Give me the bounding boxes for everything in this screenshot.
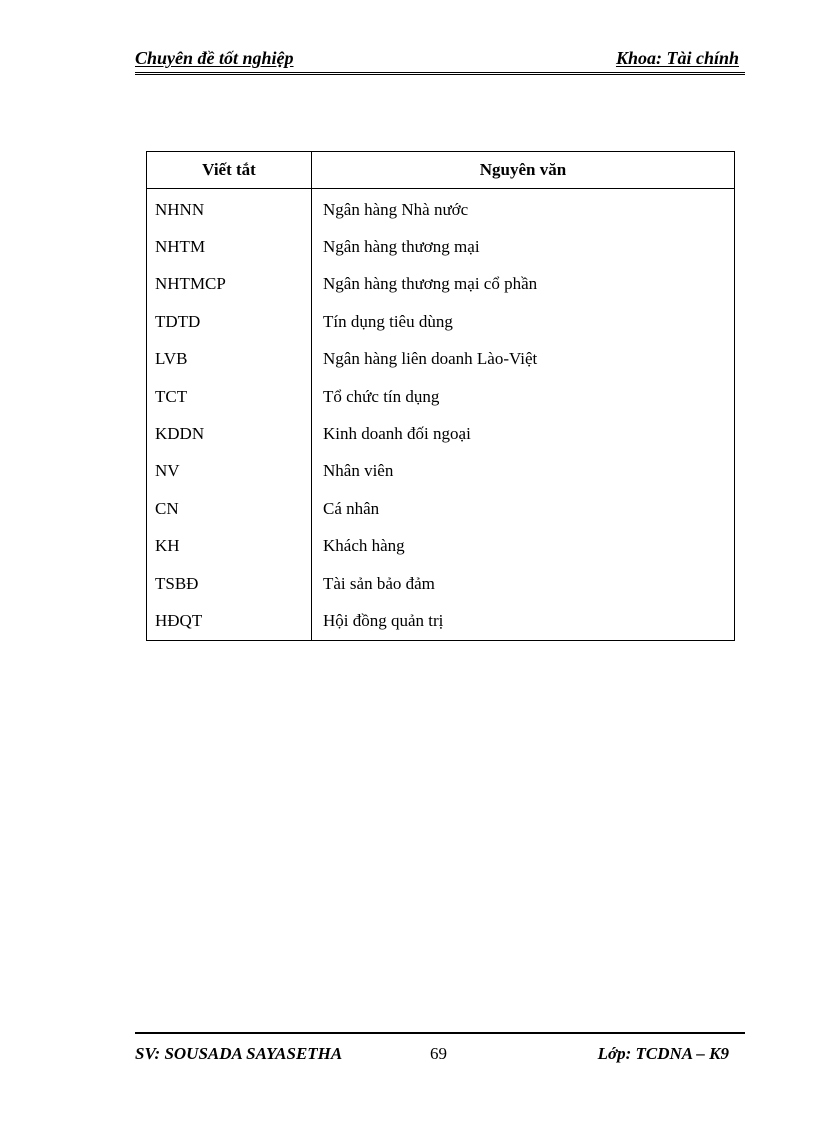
abbreviation-cell: NHTMCP <box>147 266 312 303</box>
table-row <box>147 453 735 490</box>
table-row <box>147 341 735 378</box>
header-title: Chuyên đề tốt nghiệp <box>135 48 294 68</box>
page-header <box>135 46 745 75</box>
page-number: 69 <box>430 1044 447 1063</box>
table-row <box>147 490 735 527</box>
table-row <box>147 565 735 602</box>
abbreviation-cell: NV <box>147 453 312 490</box>
abbreviation-cell: HĐQT <box>147 602 312 640</box>
full-text-cell: Tài sản bảo đảm <box>312 565 735 602</box>
column-header-full-text: Nguyên văn <box>312 152 735 189</box>
header-department: Khoa: Tài chính <box>615 48 739 68</box>
footer-divider <box>135 1032 745 1034</box>
abbreviation-cell: NHNN <box>147 189 312 229</box>
table-row <box>147 415 735 452</box>
page-footer <box>135 1044 735 1070</box>
abbreviation-cell: KDDN <box>147 415 312 452</box>
abbreviation-cell: TSBĐ <box>147 565 312 602</box>
table-row <box>147 378 735 415</box>
table-header-row <box>147 152 735 189</box>
full-text-cell: Nhân viên <box>312 453 735 490</box>
abbreviation-cell: CN <box>147 490 312 527</box>
table-row <box>147 528 735 565</box>
full-text-cell: Kinh doanh đối ngoại <box>312 415 735 452</box>
footer-class: Lớp: TCDNA – K9 <box>597 1044 729 1063</box>
footer-student-name: SV: SOUSADA SAYASETHA <box>135 1044 343 1063</box>
column-header-abbreviation: Viết tắt <box>147 152 312 189</box>
full-text-cell: Ngân hàng Nhà nước <box>312 189 735 229</box>
table-row <box>147 303 735 340</box>
table-row <box>147 266 735 303</box>
abbreviation-cell: TCT <box>147 378 312 415</box>
table-row <box>147 189 735 229</box>
full-text-cell: Hội đồng quản trị <box>312 602 735 640</box>
full-text-cell: Ngân hàng liên doanh Lào-Việt <box>312 341 735 378</box>
abbreviation-cell: TDTD <box>147 303 312 340</box>
abbreviation-cell: NHTM <box>147 228 312 265</box>
table-row <box>147 228 735 265</box>
full-text-cell: Tín dụng tiêu dùng <box>312 303 735 340</box>
abbreviation-cell: KH <box>147 528 312 565</box>
full-text-cell: Ngân hàng thương mại cổ phần <box>312 266 735 303</box>
abbreviation-table <box>146 151 735 641</box>
abbreviation-cell: LVB <box>147 341 312 378</box>
full-text-cell: Tổ chức tín dụng <box>312 378 735 415</box>
full-text-cell: Cá nhân <box>312 490 735 527</box>
table-row <box>147 602 735 640</box>
full-text-cell: Khách hàng <box>312 528 735 565</box>
full-text-cell: Ngân hàng thương mại <box>312 228 735 265</box>
